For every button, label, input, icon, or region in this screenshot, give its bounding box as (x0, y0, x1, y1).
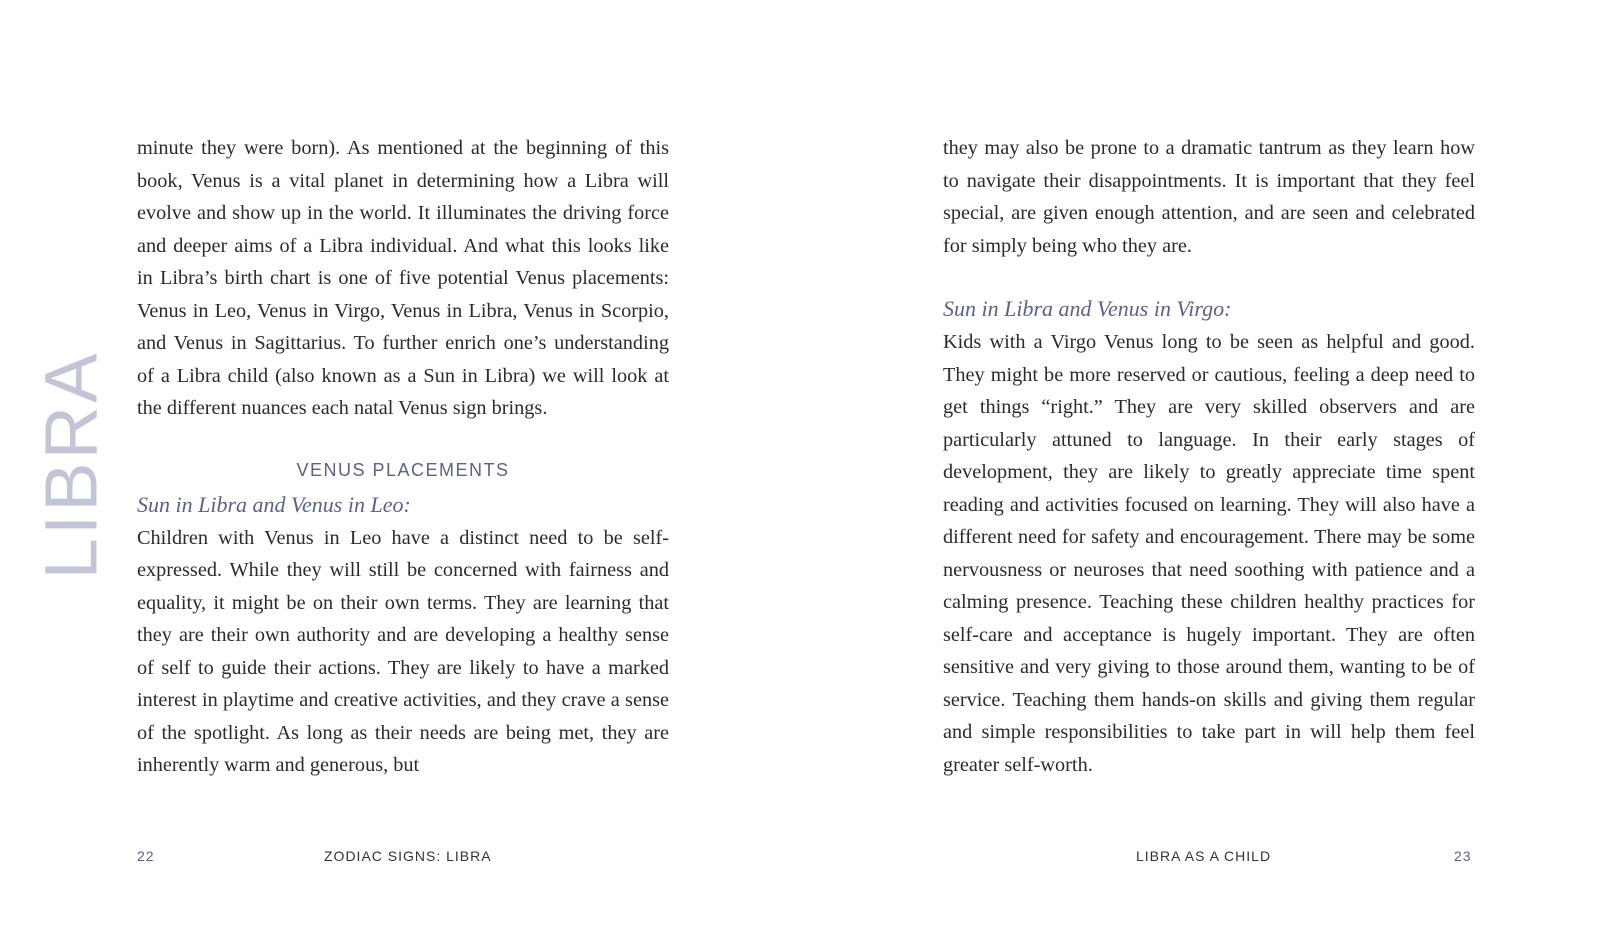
right-running-footer: LIBRA AS A CHILD (1136, 848, 1272, 864)
left-page-number: 22 (137, 848, 155, 864)
side-tab-label (29, 350, 113, 580)
venus-leo-paragraph: Children with Venus in Leo have a distinct need to be self-expressed. While they will still be concerned with fairness and equality, it might be on their own terms. They are learning that they are their own authority and are developing a healthy sense of self to guide their actions. They are likely to have a marked interest in playtime and creative activities, and they crave a sense of the spotlight. As long as their needs are being met, they are inherently warm and generous, but (137, 526, 669, 776)
left-running-footer: ZODIAC SIGNS: LIBRA (324, 848, 492, 864)
right-page (943, 132, 1475, 781)
right-page-number: 23 (1454, 848, 1472, 864)
side-tab-text: LIBRA (29, 350, 113, 580)
intro-paragraph: minute they were born). As mentioned at the beginning of this book, Venus is a vital planet in determining how a Libra will evolve and show up in the world. It illuminates the driving force and deeper aims of a Libra individual. And what this looks like in Libra’s birth chart is one of five potential Venus placements: Venus in Leo, Venus in Virgo, Venus in Libra, Venus in Scorpio, and Venus in Sagittarius. To further enrich one’s understanding of a Libra child (also known as a Sun in Libra) we will look at the different nuances each natal Venus sign brings. (137, 137, 669, 419)
left-page (137, 132, 669, 782)
section-heading: VENUS PLACEMENTS (296, 459, 510, 480)
venus-leo-subheading: Sun in Libra and Venus in Leo: (137, 491, 411, 517)
continued-paragraph: they may also be prone to a dramatic tantrum as they learn how to navigate their disappointments. It is important that they feel special, are given enough attention, and are seen and celebrated for simply being who they are. (943, 137, 1475, 257)
venus-virgo-paragraph: Kids with a Virgo Venus long to be seen as helpful and good. They might be more reserved or cautious, feeling a deep need to get things “right.” They are very skilled observers and are particularly attuned to language. In their early stages of development, they are likely to greatly appreciate time spent reading and activities focused on learning. They will also have a different need for safety and encouragement. There may be some nervousness or neuroses that need soothing with patience and a calming presence. Teaching these children healthy practices for self-care and acceptance is hugely important. They are often sensitive and very giving to those around them, wanting to be of service. Teaching them hands-on skills and giving them regular and simple responsibilities to take part in will help them feel greater self-worth. (943, 331, 1475, 776)
venus-virgo-subheading: Sun in Libra and Venus in Virgo: (943, 296, 1232, 321)
